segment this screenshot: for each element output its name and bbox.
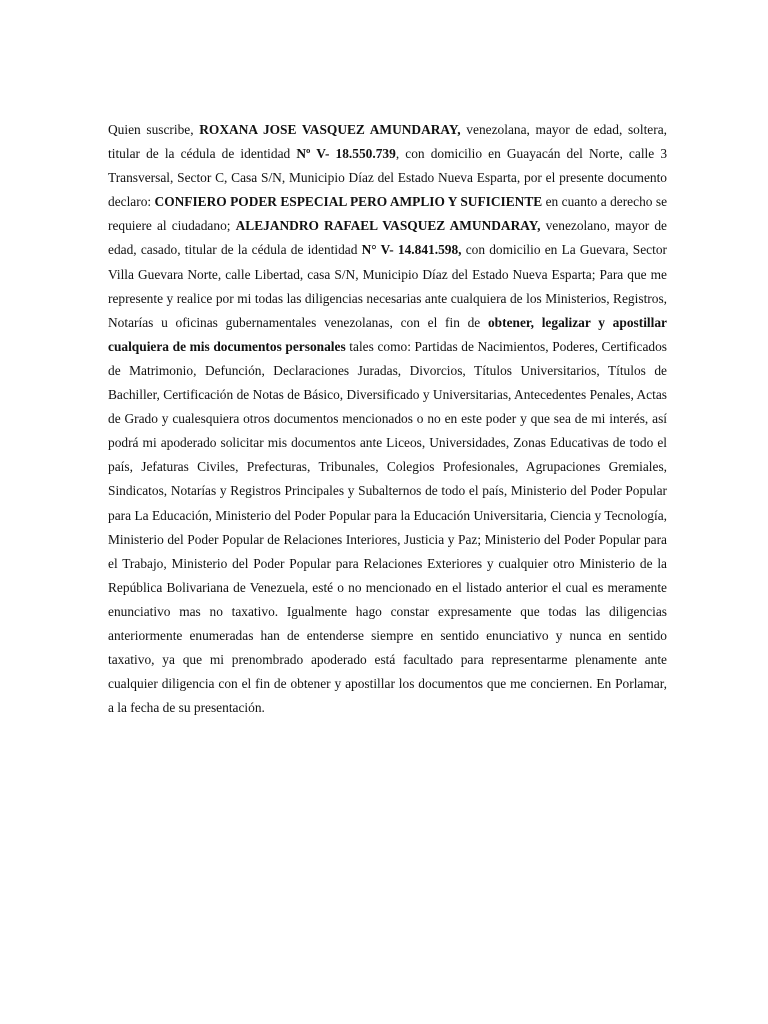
power-of-attorney-paragraph xyxy=(108,118,667,720)
text-segment: con domicilio en La Guevara, Sector Villa Guevara Norte, calle Libertad, casa S/N, Municipio Díaz del Estado Nueva Esparta; Para que me represente y realice por mi todas las diligencias necesarias ante cualquiera de los Ministerios, Registros, Notarías u oficinas gubernamentales venezolanas, con el fin de xyxy=(108,242,667,330)
text-segment: Quien suscribe, xyxy=(108,122,200,137)
document-page xyxy=(108,118,667,720)
attorney-name: ALEJANDRO RAFAEL VASQUEZ AMUNDARAY, xyxy=(235,218,541,234)
text-segment: , con domicilio en Guayacán del Norte, calle 3 Transversal, Sector C, Casa S/N, Municipio Díaz del Estado Nueva Esparta, por el presente documento declaro: xyxy=(108,146,668,210)
power-declaration: CONFIERO PODER ESPECIAL PERO AMPLIO Y SUFICIENTE xyxy=(154,194,543,210)
grantor-name: ROXANA JOSE VASQUEZ AMUNDARAY, xyxy=(199,122,461,137)
attorney-id-number: N° V- 14.841.598, xyxy=(361,242,462,258)
text-segment: tales como: Partidas de Nacimientos, Poderes, Certificados de Matrimonio, Defunción, Declaraciones Juradas, Divorcios, Títulos Universitarios, Títulos de Bachiller, Certificación de Notas de Básico, Diversificado y Universitarias, Antecedentes Penales, Actas de Grado y cualesquiera otros documentos mencionados o no en este poder y que sea de mi interés, así podrá mi apoderado solicitar mis documentos ante Liceos, Universidades, Zonas Educativas de todo el país, Jefaturas Civiles, Prefecturas, Tribunales, Colegios Profesionales, Agrupaciones Gremiales, Sindicatos, Notarías y Registros Principales y Subalternos de todo el país, Ministerio del Poder Popular para La Educación, Ministerio del Poder Popular para la Educación Universitaria, Ciencia y Tecnología, Ministerio del Poder Popular de Relaciones Interiores, Justicia y Paz; Ministerio del Poder Popular para el Trabajo, Ministerio del Poder Popular para Relaciones Exteriores y cualquier otro Ministerio de la República Bolivariana de Venezuela, esté o no mencionado en el listado anterior el cual es meramente enunciativo mas no taxativo. Igualmente hago constar expresamente que todas las diligencias anteriormente enumeradas han de entenderse siempre en sentido enunciativo y nunca en sentido taxativo, ya que mi prenombrado apoderado está facultado para representarme plenamente ante cualquier diligencia con el fin de obtener y apostillar los documentos que me conciernen. En Porlamar, a la fecha de su presentación. xyxy=(108,338,668,716)
grantor-id-number: Nº V- 18.550.739 xyxy=(296,146,396,162)
text-segment: venezolano, mayor de edad, casado, titular de la cédula de identidad xyxy=(108,218,667,258)
text-segment: venezolana, mayor de edad, soltera, titular de la cédula de identidad xyxy=(108,122,667,162)
power-purpose: obtener, legalizar y apostillar cualquiera de mis documentos personales xyxy=(108,314,667,354)
text-segment: en cuanto a derecho se requiere al ciudadano; xyxy=(108,194,668,234)
